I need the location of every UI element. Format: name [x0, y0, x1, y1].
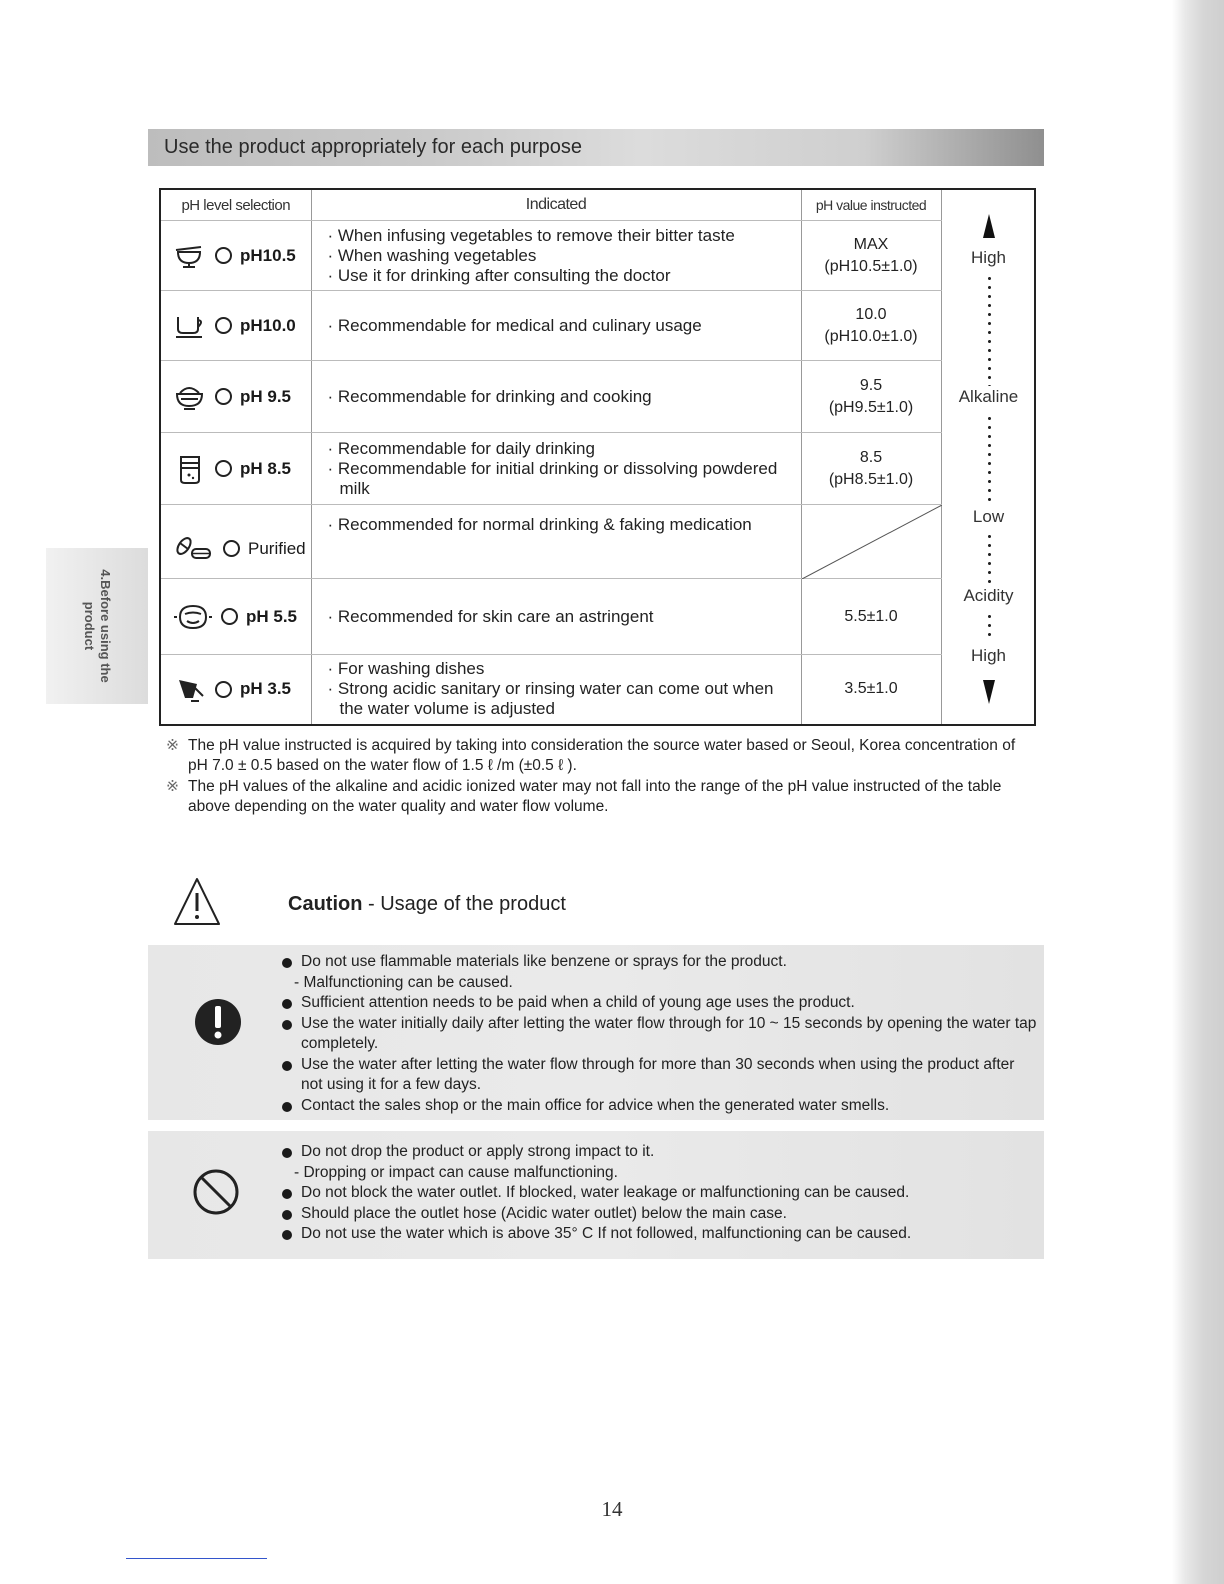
- selection-ring-icon: [215, 317, 232, 334]
- list-item: Use the water after letting the water flow through for more than 30 seconds when using the product after not using it for a few days.: [280, 1055, 1040, 1096]
- side-chapter-tab: [46, 548, 148, 704]
- ph-table: [159, 188, 1036, 726]
- list-item: Contact the sales shop or the main office for advice when the generated water smells.: [280, 1096, 1040, 1117]
- indicated-line: · Recommendable for drinking and cooking: [327, 386, 652, 406]
- rice-bowl-icon: [173, 382, 207, 412]
- indicated-line: · Recommendable for daily drinking: [327, 438, 595, 458]
- selection-label: pH 3.5: [240, 679, 292, 699]
- indicated-line: · When washing vegetables: [327, 245, 537, 265]
- section-banner: [148, 129, 1044, 166]
- indicated-line: · Recommended for normal drinking & faking medication: [327, 515, 752, 534]
- caution-list-mandatory: [280, 952, 1040, 1116]
- indicated-line: · Recommendable for medical and culinary usage: [327, 315, 702, 335]
- arrow-down-icon: [983, 680, 995, 704]
- value-range: (pH10.5±1.0): [824, 257, 918, 275]
- warning-triangle-icon: [172, 876, 222, 928]
- value-range: (pH8.5±1.0): [828, 470, 914, 488]
- scale-dots: [988, 532, 991, 584]
- list-item: Sufficient attention needs to be paid when a child of young age uses the product.: [280, 993, 1040, 1014]
- selection-label: pH 5.5: [246, 606, 298, 626]
- caution-box-mandatory: [148, 945, 1044, 1120]
- list-item: - Malfunctioning can be caused.: [294, 973, 513, 991]
- value-range: (pH10.0±1.0): [824, 327, 918, 345]
- list-item: Should place the outlet hose (Acidic water outlet) below the main case.: [280, 1204, 1040, 1225]
- indicated-line: · For washing dishes: [327, 659, 485, 679]
- header-indicated: Indicated: [311, 189, 801, 221]
- page-edge-shadow: [1172, 0, 1224, 1584]
- face-icon: [173, 602, 213, 632]
- exclamation-icon: [193, 997, 243, 1047]
- value-main: 9.5: [859, 376, 883, 394]
- selection-ring-icon: [215, 460, 232, 477]
- pill-icon: [173, 535, 215, 563]
- dishes-icon: [173, 674, 207, 704]
- table-row: [160, 433, 1035, 505]
- selection-ring-icon: [221, 608, 238, 625]
- table-row: [160, 505, 1035, 579]
- value-main: MAX: [853, 235, 889, 253]
- scale-low: Low: [972, 507, 1005, 526]
- selection-label: Purified: [248, 538, 306, 558]
- scale-acidity: Acidity: [963, 586, 1014, 605]
- indicated-line: · When infusing vegetables to remove their bitter taste: [327, 225, 735, 245]
- note-item: ※ The pH values of the alkaline and acidic ionized water may not fall into the range of the pH value instructed of the table above depending on the water quality and water flow volume.: [166, 778, 1002, 815]
- indicated-line: · Use it for drinking after consulting the doctor: [327, 265, 671, 285]
- page-number: 14: [601, 1497, 623, 1521]
- scale-dots: [988, 274, 991, 386]
- table-row: [160, 291, 1035, 361]
- value-main: 10.0: [855, 305, 887, 323]
- section-title: Use the product appropriately for each purpose: [164, 136, 583, 158]
- note-item: ※ The pH value instructed is acquired by taking into consideration the source water based or Seoul, Korea concentration of pH 7.0 ± 0.5 based on the water flow of 1.5 ℓ /m (±0.5 ℓ ).: [166, 737, 1016, 774]
- scale-dots: [988, 612, 991, 642]
- footer-rule: [126, 1558, 267, 1559]
- selection-ring-icon: [215, 247, 232, 264]
- value-main: 8.5: [859, 448, 883, 466]
- value-range: (pH9.5±1.0): [828, 398, 914, 416]
- scale-alkaline: Alkaline: [958, 387, 1019, 406]
- list-item: - Dropping or impact can cause malfunctioning.: [294, 1163, 618, 1181]
- selection-ring-icon: [215, 681, 232, 698]
- header-value: pH value instructed: [801, 189, 941, 221]
- table-row: [160, 361, 1035, 433]
- prohibited-icon: [192, 1168, 240, 1216]
- selection-label: pH10.5: [240, 245, 296, 265]
- scale-high-top: High: [971, 248, 1006, 267]
- value-main: 5.5±1.0: [844, 607, 898, 625]
- indicated-line: · Strong acidic sanitary or rinsing water can come out when the water volume is adjusted: [327, 679, 774, 719]
- caution-list-prohibited: [280, 1142, 1040, 1245]
- ph-scale: [941, 189, 1035, 725]
- selection-ring-icon: [223, 540, 240, 557]
- list-item: Do not block the water outlet. If blocked, water leakage or malfunctioning can be caused.: [280, 1183, 1040, 1204]
- table-row: [160, 579, 1035, 655]
- scale-dots: [988, 414, 991, 506]
- diagonal-slash: [802, 505, 942, 579]
- notes: [166, 736, 1038, 818]
- list-item: Do not use flammable materials like benzene or sprays for the product.: [280, 952, 1040, 973]
- caution-heading: Caution - Usage of the product: [288, 893, 566, 915]
- glass-icon: [173, 453, 207, 485]
- header-selection: pH level selection: [160, 189, 311, 221]
- selection-label: pH10.0: [240, 315, 296, 335]
- list-item: Do not use the water which is above 35° C If not followed, malfunctioning can be caused.: [280, 1224, 1040, 1245]
- side-tab-text: 4.Before using the product: [82, 569, 113, 683]
- selection-label: pH 9.5: [240, 386, 292, 406]
- caution-box-prohibited: [148, 1131, 1044, 1259]
- pot-icon: [173, 241, 207, 271]
- arrow-up-icon: [983, 214, 995, 238]
- list-item: Do not drop the product or apply strong impact to it.: [280, 1142, 1040, 1163]
- value-main: 3.5±1.0: [844, 680, 898, 698]
- list-item: Use the water initially daily after letting the water flow through for 10 ~ 15 seconds by opening the water tap completely.: [280, 1014, 1040, 1055]
- indicated-line: · Recommendable for initial drinking or dissolving powdered milk: [327, 458, 778, 498]
- indicated-line: · Recommended for skin care an astringent: [327, 606, 654, 626]
- selection-label: pH 8.5: [240, 458, 292, 478]
- table-row: [160, 655, 1035, 725]
- table-row: [160, 221, 1035, 291]
- scale-high-bottom: High: [971, 646, 1006, 665]
- selection-ring-icon: [215, 388, 232, 405]
- cup-icon: [173, 311, 207, 341]
